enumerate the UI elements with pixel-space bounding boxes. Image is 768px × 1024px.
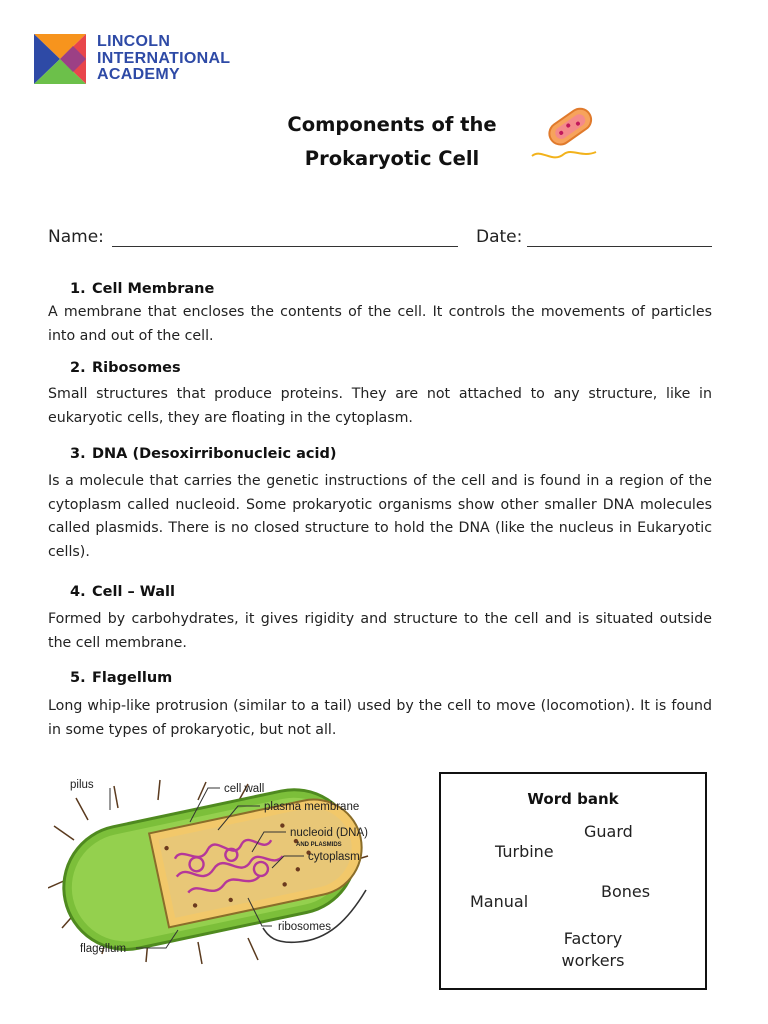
section-heading: [70, 446, 336, 462]
label-plasma-membrane: plasma membrane: [264, 801, 360, 813]
section-number: 3.: [70, 446, 86, 462]
word-bank-item: Turbine: [495, 842, 554, 861]
academy-name-line-3: ACADEMY: [97, 66, 180, 83]
section-number: 2.: [70, 360, 86, 376]
label-cytoplasm: cytoplasm: [308, 851, 360, 863]
academy-logo-icon: [34, 34, 86, 84]
label-nucleoid: nucleoid (DNA): [290, 827, 368, 839]
section-text: Is a molecule that carries the genetic instructions of the cell and is found in a region of the cytoplasm called nucleoid. Some prokaryotic organisms show other smaller DNA molecules called plasmids. There is no closed structure to hold the DNA (like the nucleus in Eukaryotic cells).: [48, 473, 712, 560]
page-title-line-2: Prokaryotic Cell: [304, 147, 480, 170]
section-text: Small structures that produce proteins. They are not attached to any structure, like in eukaryotic cells, they are floating in the cytoplasm.: [48, 386, 712, 426]
section-heading: [70, 360, 181, 376]
name-label: Name:: [48, 227, 104, 247]
label-pilus: pilus: [70, 779, 94, 791]
academy-name: [97, 34, 230, 84]
section-heading: [70, 281, 214, 297]
date-field[interactable]: [527, 246, 712, 247]
section-title: Cell – Wall: [92, 584, 175, 600]
section-text: A membrane that encloses the contents of the cell. It controls the movements of particles into and out of the cell.: [48, 304, 712, 344]
section-title: Cell Membrane: [92, 281, 215, 297]
section-number: 5.: [70, 670, 86, 686]
label-ribosomes: ribosomes: [278, 921, 332, 933]
prokaryotic-cell-diagram: [48, 770, 400, 970]
label-plasmids: AND PLASMIDS: [296, 842, 342, 848]
name-field[interactable]: [112, 246, 458, 247]
bacterium-icon: [524, 98, 604, 168]
section-number: 4.: [70, 584, 86, 600]
section-title: DNA (Desoxirribonucleic acid): [92, 446, 337, 462]
page-title-line-1: Components of the: [287, 113, 497, 136]
section-title: Ribosomes: [92, 360, 181, 376]
section-number: 1.: [70, 281, 86, 297]
section-heading: [70, 670, 172, 686]
word-bank-item: Manual: [470, 892, 529, 911]
word-bank-box: [439, 772, 707, 990]
academy-name-line-2: INTERNATIONAL: [97, 49, 231, 67]
label-flagellum: flagellum: [80, 943, 127, 955]
page-title: [232, 108, 552, 176]
section-heading: [70, 584, 175, 600]
section-text: Long whip-like protrusion (similar to a tail) used by the cell to move (locomotion). It is found in some types of prokaryotic, but not all.: [48, 698, 712, 738]
word-bank-item: Factory workers: [561, 929, 625, 970]
section-title: Flagellum: [92, 670, 173, 686]
section-text: Formed by carbohydrates, it gives rigidity and structure to the cell and is situated outside the cell membrane.: [48, 611, 712, 651]
date-label: Date:: [476, 227, 523, 247]
word-bank-item: Bones: [601, 882, 651, 901]
word-bank-item: Guard: [584, 822, 633, 841]
label-cell-wall: cell wall: [224, 783, 265, 795]
word-bank-title: Word bank: [527, 790, 619, 808]
academy-name-line-1: LINCOLN: [97, 33, 171, 50]
